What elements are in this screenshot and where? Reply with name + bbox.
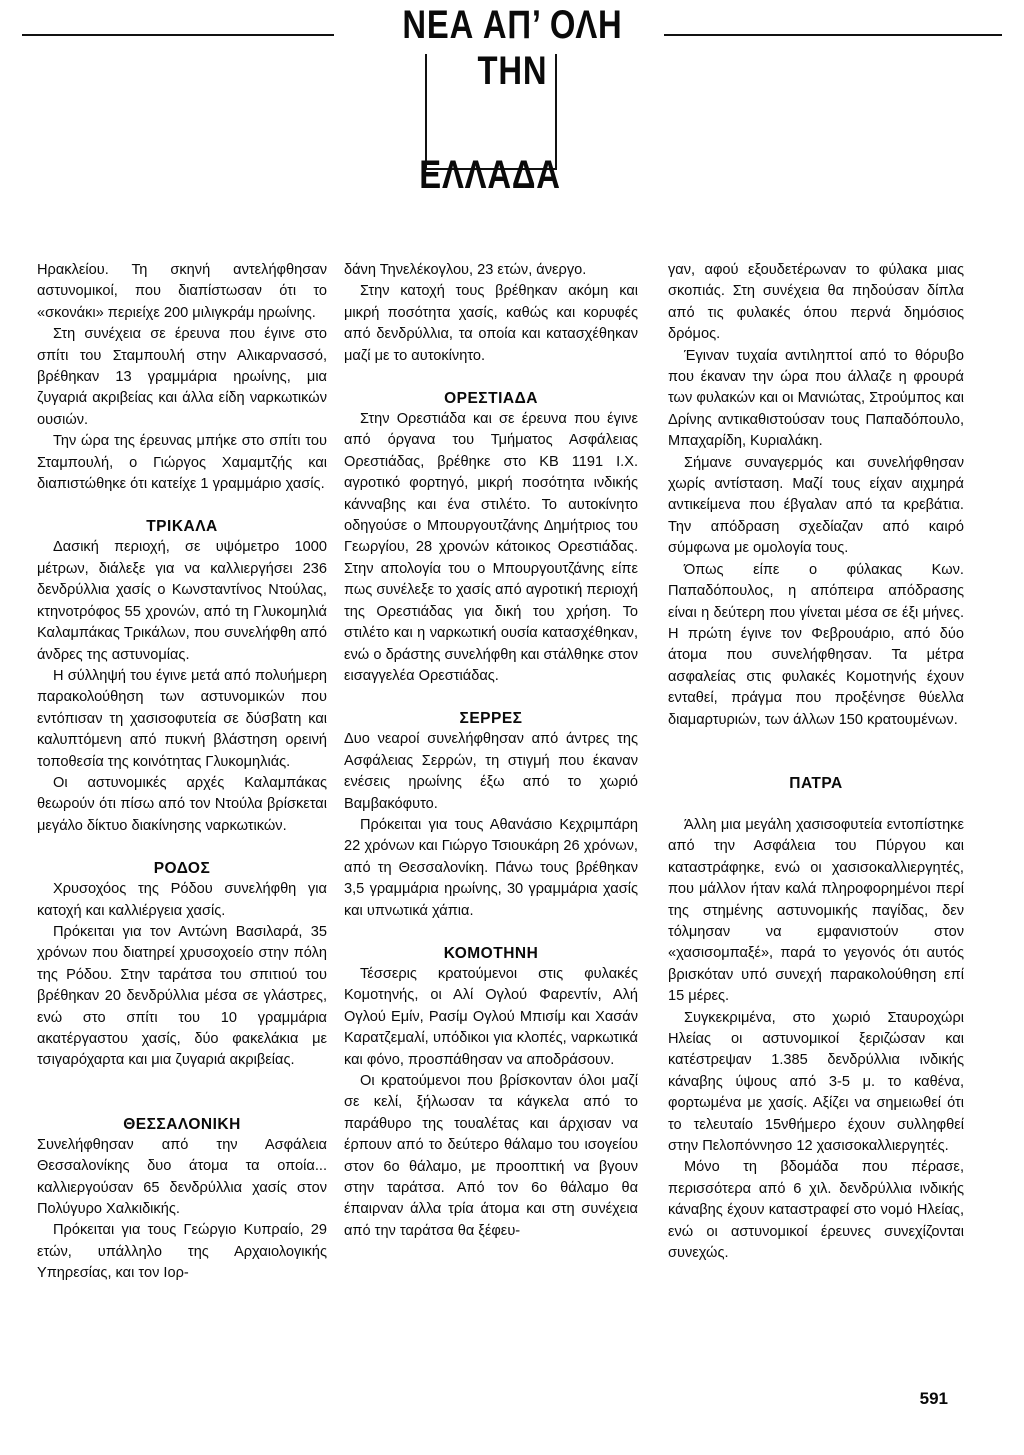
column-1: [37, 260, 327, 1285]
column-3: [668, 260, 964, 1264]
paragraph: Συνελήφθησαν από την Ασφάλεια Θεσσαλονίκης δυο άτομα τα οποία... καλλιεργούσαν 65 δενδρύλλια χασίς στον Πολύγυρο Χαλκιδικής.: [37, 1136, 327, 1218]
paragraph: Η σύλληψή του έγινε μετά από πολυήμερη παρακολούθηση των αστυνομικών που εντόπισαν τη χασισοφυτεία σε δύσβατη και καλυπτόμενη από πυκνή βλάστηση ορεινή τοποθεσία της κοινότητας Γλυκομηλιάς.: [37, 667, 327, 770]
page-number: 591: [919, 1389, 948, 1408]
section-heading-komotini: ΚΟΜΟΤΗΝΗ: [443, 944, 539, 962]
paragraph: Ηρακλείου. Τη σκηνή αντελήφθησαν αστυνομικοί, που διαπίστωσαν ότι το «σκονάκι» περιείχε 200 μιλιγκράμ ηρωίνης.: [37, 262, 327, 321]
paragraph: δάνη Τηνελέκογλου, 23 ετών, άνεργο.: [344, 262, 587, 278]
paragraph: Δασική περιοχή, σε υψόμετρο 1000 μέτρων, διάλεξε για να καλλιεργήσει 236 δενδρύλλια χασίς ο Κωνσταντίνος Ντούλας, κτηνοτρόφος 55 χρονών, από τη Γλυκομηλιά Καλαμπάκας Τρικάλων, που συνελήφθη από άνδρες της αστυνομίας.: [37, 539, 327, 663]
paragraph: Τέσσερις κρατούμενοι στις φυλακές Κομοτηνής, οι Αλί Ογλού Φαρεντίν, Αλή Ογλού Εμίν, Ρασίμ Ογλού Μπισίμ και Χασάν Καρατζεμαλί, υπόδικοι για κλοπές, ναρκωτικά και φόνο, προσπάθησαν να αποδράσουν.: [344, 965, 638, 1068]
paragraph: Οι αστυνομικές αρχές Καλαμπάκας θεωρούν ότι πίσω από τον Ντούλα βρίσκεται μεγάλο δίκτυο διακίνησης ναρκωτικών.: [37, 774, 327, 834]
section-heading-thessaloniki: ΘΕΣΣΑΛΟΝΙΚΗ: [123, 1115, 241, 1133]
paragraph: Στην Ορεστιάδα και σε έρευνα που έγινε από όργανα του Τμήματος Ασφάλειας Ορεστιάδας, βρέθηκε στο ΚΒ 1191 Ι.Χ. αγροτικό φορτηγό, μικρή ποσότητα ινδικής κάνναβης και ένα στιλέτο. Το αυτοκίνητο οδηγούσε ο Μπουργουτζάνης Δημήτριος του Γεωργίου, 28 χρονών κάτοικος Ορεστιάδας. Στην απολογία του ο Μπουργουτζάνης είπε πως συνέλεξε το χασίς από αγροτική περιοχή της Ορεστιάδας για δική του χρήση. Το στιλέτο και η ναρκωτική ουσία κατασχέθηκαν, ενώ ο δράστης συνελήφθη και στάλθηκε στον εισαγγελέα Ορεστιάδας.: [344, 411, 638, 684]
header-rule-left: [22, 34, 334, 36]
paragraph: Πρόκειται για τους Γεώργιο Κυπραίο, 29 ετών, υπάλληλο της Αρχαιολογικής Υπηρεσίας, και τον Ιορ-: [37, 1222, 327, 1282]
paragraph: Πρόκειται για τους Αθανάσιο Κεχριμπάρη 22 χρόνων και Γιώργο Τσιουκάρη 26 χρόνων, από τη Θεσσαλονίκη. Πάνω τους βρέθηκαν 3,5 γραμμάρια ηρωίνης, 30 γραμμάρια χασίς και υπνωτικά χάπια.: [344, 816, 638, 919]
paragraph: Άλλη μια μεγάλη χασισοφυτεία εντοπίστηκε από την Ασφάλεια του Πύργου και καταστράφηκε, ενώ οι χασισοκαλλιεργητές, που μάλλον ήταν καλά πληροφορημένοι περί της στημένης αστυνομικής παγίδας, δεν τόλμησαν να εμφανιστούν στον «χασισομπαξέ», παρά το γεγονός ότι αυτός βρισκόταν υπό συνεχή παρακολούθηση επί 15 μέρες.: [668, 816, 964, 1005]
section-heading-rodos: ΡΟΔΟΣ: [153, 860, 211, 878]
paragraph: Συγκεκριμένα, στο χωριό Σταυροχώρι Ηλείας οι αστυνομικοί ξεριζώσαν και κατέστρεψαν 1.385 δενδρύλλια ινδικής κάναβης ύψους από 3-5 μ. το καθένα, φορτωμένα με χασίς. Αξίζει να σημειωθεί ότι το τελευταίο 15νθήμερο έχουν συλληφθεί στην Πελοπόννησο 12 χασισοκαλλιεργητές.: [668, 1009, 964, 1155]
paragraph: Οι κρατούμενοι που βρίσκονταν όλοι μαζί σε κελί, ξήλωσαν τα κάγκελα από το παράθυρο της τουαλέτας και άρχισαν να έρπουν από το δεύτερο θάλαμο του ισογείου στον 6ο θάλαμο, με προοπτική να βγουν στην ταράτσα. Από τον 6ο θάλαμο θα έπαιρναν άλλα τρία άτομα και στη συνέχεια από την ταράτσα θα ξέφευ-: [344, 1073, 638, 1239]
section-heading-trikala: ΤΡΙΚΑΛΑ: [146, 518, 218, 536]
section-heading-patra: ΠΑΤΡΑ: [789, 774, 843, 792]
header-title: ΝΕΑ ΑΠ’ ΟΛΗ ΤΗΝ: [402, 3, 623, 93]
paragraph: Πρόκειται για τον Αντώνη Βασιλαρά, 35 χρόνων που διατηρεί χρυσοχοείο στην πόλη της Ρόδου. Στην ταράτσα του σπιτιού του βρέθηκαν 20 δενδρύλλια μέσα σε γλάστρες, ενώ στο σπίτι του 10 γραμμάρια ακατέργαστου χασίς, δύο φακελάκια με τσιγαρόχαρτα και μια ζυγαριά ακριβείας.: [37, 923, 327, 1069]
section-heading-orestiada: ΟΡΕΣΤΙΑΔΑ: [444, 390, 538, 408]
paragraph: Έγιναν τυχαία αντιληπτοί από το θόρυβο που έκαναν την ώρα που άλλαζε η φρουρά των φυλακών και οι Μανιώτας, Στρούμπος και Δρίνης αντικαθιστούσαν τους Παπαδόπουλο, Μπαχαρίδη, Κυριαλάκη.: [668, 347, 964, 450]
paragraph: γαν, αφού εξουδετέρωναν το φύλακα μιας σκοπιάς. Στη συνέχεια θα πηδούσαν δίπλα από τις φυλακές όπου περνά δημόσιος δρόμος.: [668, 262, 964, 343]
paragraph: Στην κατοχή τους βρέθηκαν ακόμη και μικρή ποσότητα χασίς, καθώς και κορυφές από δενδρύλλια, τα οποία και κατασχέθηκαν μαζί με το αυτοκίνητο.: [344, 283, 638, 364]
paragraph: Όπως είπε ο φύλακας Κων. Παπαδόπουλος, η απόπειρα απόδρασης είναι η δεύτερη που γίνεται μέσα σε έξι μήνες. Η πρώτη έγινε τον Φεβρουάριο, από δύο άτομα που συνελήφθησαν. Τα μέτρα ασφαλείας στις φυλακές Κομοτηνής έχουν ενταθεί, πράγμα που προξένησε θύελλα διαμαρτυριών, των άλλων 150 κρατουμένων.: [668, 561, 964, 728]
paragraph: Σήμανε συναγερμός και συνελήφθησαν χωρίς αντίσταση. Μαζί τους είχαν αιχμηρά αντικείμενα που έβγαλαν από τα κρεβάτια. Την απόδραση σχεδίαζαν από καιρό σύμφωνα με ομολογία τους.: [668, 454, 964, 557]
paragraph: Χρυσοχόος της Ρόδου συνελήφθη για κατοχή και καλλιέργεια χασίς.: [37, 881, 327, 919]
header-subtitle: ΕΛΛΑΔΑ: [419, 153, 561, 197]
column-2: [344, 260, 638, 1242]
paragraph: Την ώρα της έρευνας μπήκε στο σπίτι του Σταμπουλή, ο Γιώργος Χαμαμτζής και διαπιστώθηκε ότι κατείχε 1 γραμμάριο χασίς.: [37, 433, 327, 493]
paragraph: Δυο νεαροί συνελήφθησαν από άντρες της Ασφάλειας Σερρών, τη στιγμή που έκαναν ενέσεις ηρωίνης έξω από το χωριό Βαμβακόφυτο.: [344, 731, 638, 812]
paragraph: Στη συνέχεια σε έρευνα που έγινε στο σπίτι του Σταμπουλή στην Αλικαρνασσό, βρέθηκαν 13 γραμμάρια ηρωίνης, μια ζυγαριά ακριβείας και άλλα είδη ναρκωτικών ουσιών.: [37, 326, 327, 428]
section-heading-serres: ΣΕΡΡΕΣ: [459, 710, 523, 728]
paragraph: Μόνο τη βδομάδα που πέρασε, περισσότερα από 6 χιλ. δενδρύλλια ινδικής κάναβης έχουν καταστραφεί στο νομό Ηλείας, ενώ οι αστυνομικοί έρευνες συνεχίζονται συνεχώς.: [668, 1159, 964, 1262]
header-rule-right: [664, 34, 1002, 36]
